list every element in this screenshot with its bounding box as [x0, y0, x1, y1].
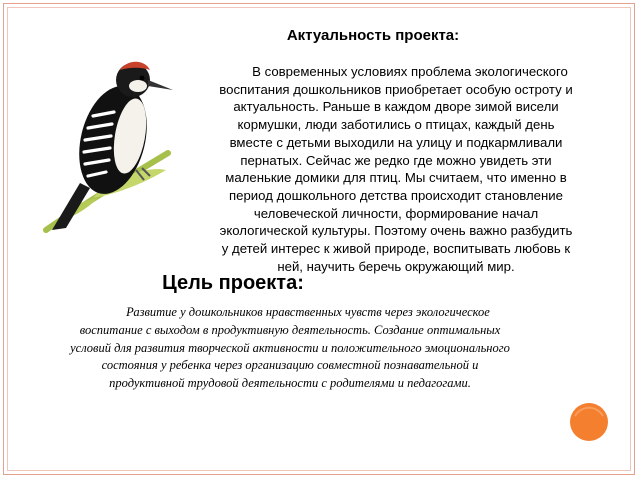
goal-line: состояния у ребенка через организацию совместной познавательной и: [101, 358, 479, 373]
relevance-line: пернатых. Сейчас же редко где можно увидеть эти: [240, 152, 552, 168]
relevance-line: ней, научить беречь окружающий мир.: [277, 258, 515, 274]
orange-circle-icon: [569, 402, 609, 442]
goal-paragraph: [30, 304, 550, 394]
relevance-line: у детей интерес к живой природе, воспитывать любовь к: [221, 241, 571, 257]
relevance-paragraph: [200, 63, 592, 273]
relevance-line: экологической культуры. Поэтому очень важно разбудить: [219, 223, 573, 239]
relevance-line: вместе с детьми выходили на улицу и подкармливали: [229, 134, 563, 150]
relevance-line: В современных условиях проблема экологического: [252, 64, 568, 79]
goal-line: воспитание с выходом в продуктивную деятельность. Создание оптимальных: [79, 322, 501, 337]
relevance-line: актуальность. Раньше в каждом дворе зимой висели: [233, 99, 559, 115]
woodpecker-icon: [38, 58, 178, 233]
relevance-line: маленькие домики для птиц. Мы считаем, что именно в: [225, 170, 567, 186]
goal-line: продуктивной трудовой деятельности с родителями и педагогами.: [109, 376, 471, 391]
relevance-line: воспитания дошкольников приобретает особую остроту и: [219, 81, 573, 97]
relevance-line: кормушки, люди заботились о птицах, каждый день: [237, 117, 555, 133]
goal-heading: Цель проекта:: [162, 272, 304, 294]
relevance-line: период дошкольного детства происходит становление: [229, 187, 563, 203]
relevance-line: человеческой личности, формирование начал: [253, 205, 539, 221]
relevance-heading: Актуальность проекта:: [286, 27, 460, 44]
goal-line: Развитие у дошкольников нравственных чувств через экологическое: [126, 305, 490, 319]
goal-line: условий для развития творческой активности и положительного эмоционального: [70, 340, 510, 355]
